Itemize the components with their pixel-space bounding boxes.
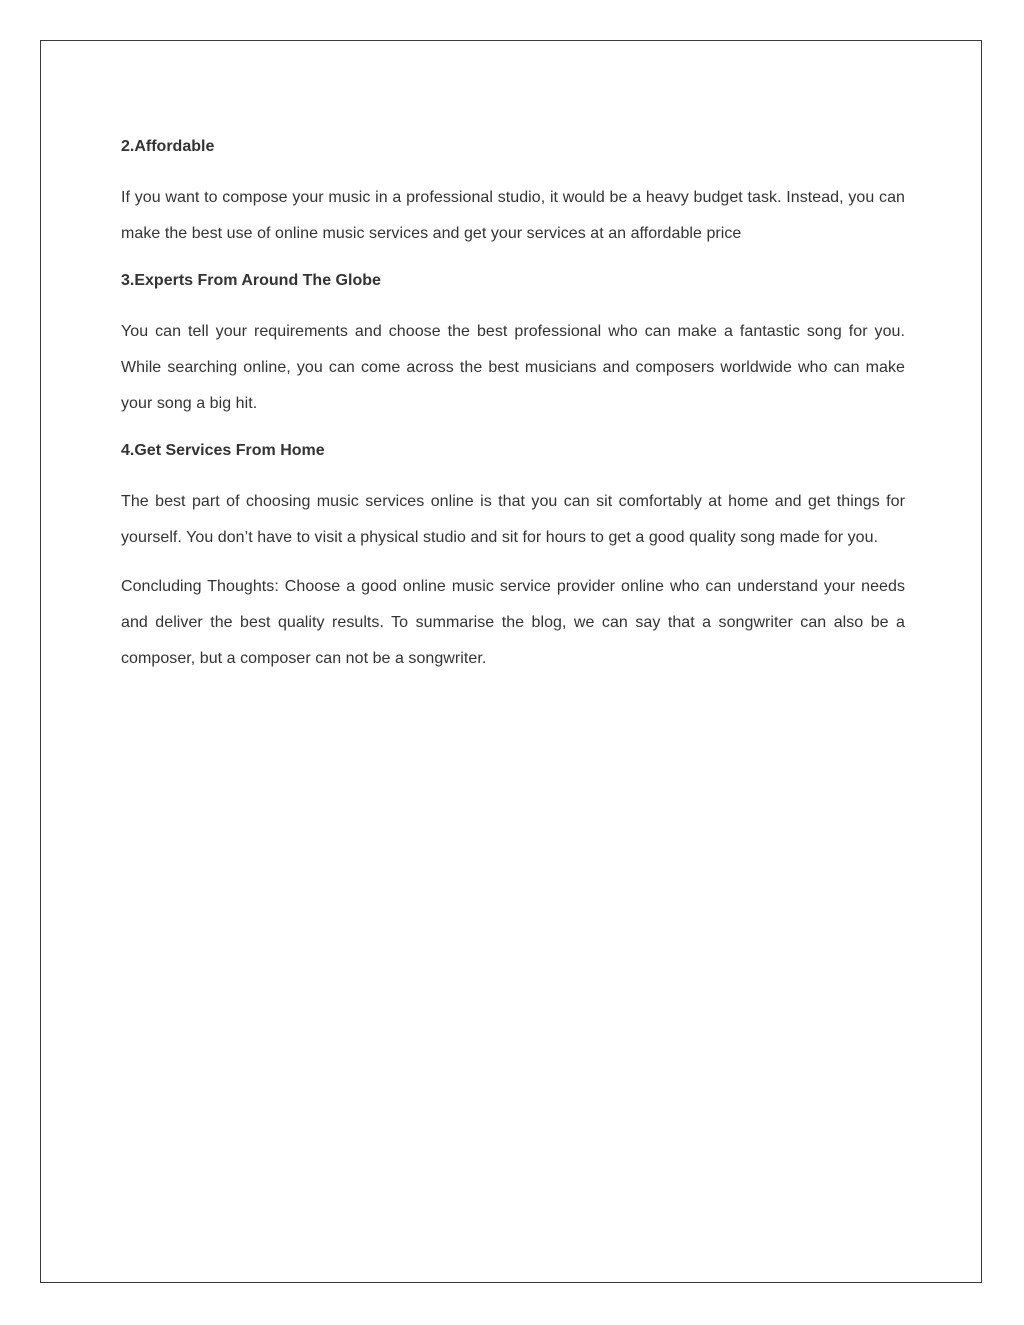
section-paragraph: If you want to compose your music in a professional studio, it would be a heavy budget task. Instead, you can make the best use of online music services and get your services at an affordable price: [121, 189, 905, 242]
section-affordable: [121, 131, 905, 252]
section-heading: 4.Get Services From Home: [121, 442, 325, 459]
section-services-from-home: [121, 435, 905, 556]
section-heading: 2.Affordable: [121, 138, 215, 155]
section-paragraph: You can tell your requirements and choose the best professional who can make a fantastic song for you. While searching online, you can come across the best musicians and composers worldwide who can make your song a big hit.: [121, 323, 905, 412]
conclusion-paragraph: Concluding Thoughts: Choose a good online music service provider online who can understand your needs and deliver the best quality results. To summarise the blog, we can say that a songwriter can also be a composer, but a composer can not be a songwriter.: [121, 578, 905, 667]
section-paragraph: The best part of choosing music services online is that you can sit comfortably at home and get things for yourself. You don’t have to visit a physical studio and sit for hours to get a good quality song made for you.: [121, 493, 905, 546]
section-experts: [121, 265, 905, 422]
section-heading: 3.Experts From Around The Globe: [121, 272, 381, 289]
document-content: [121, 131, 905, 690]
